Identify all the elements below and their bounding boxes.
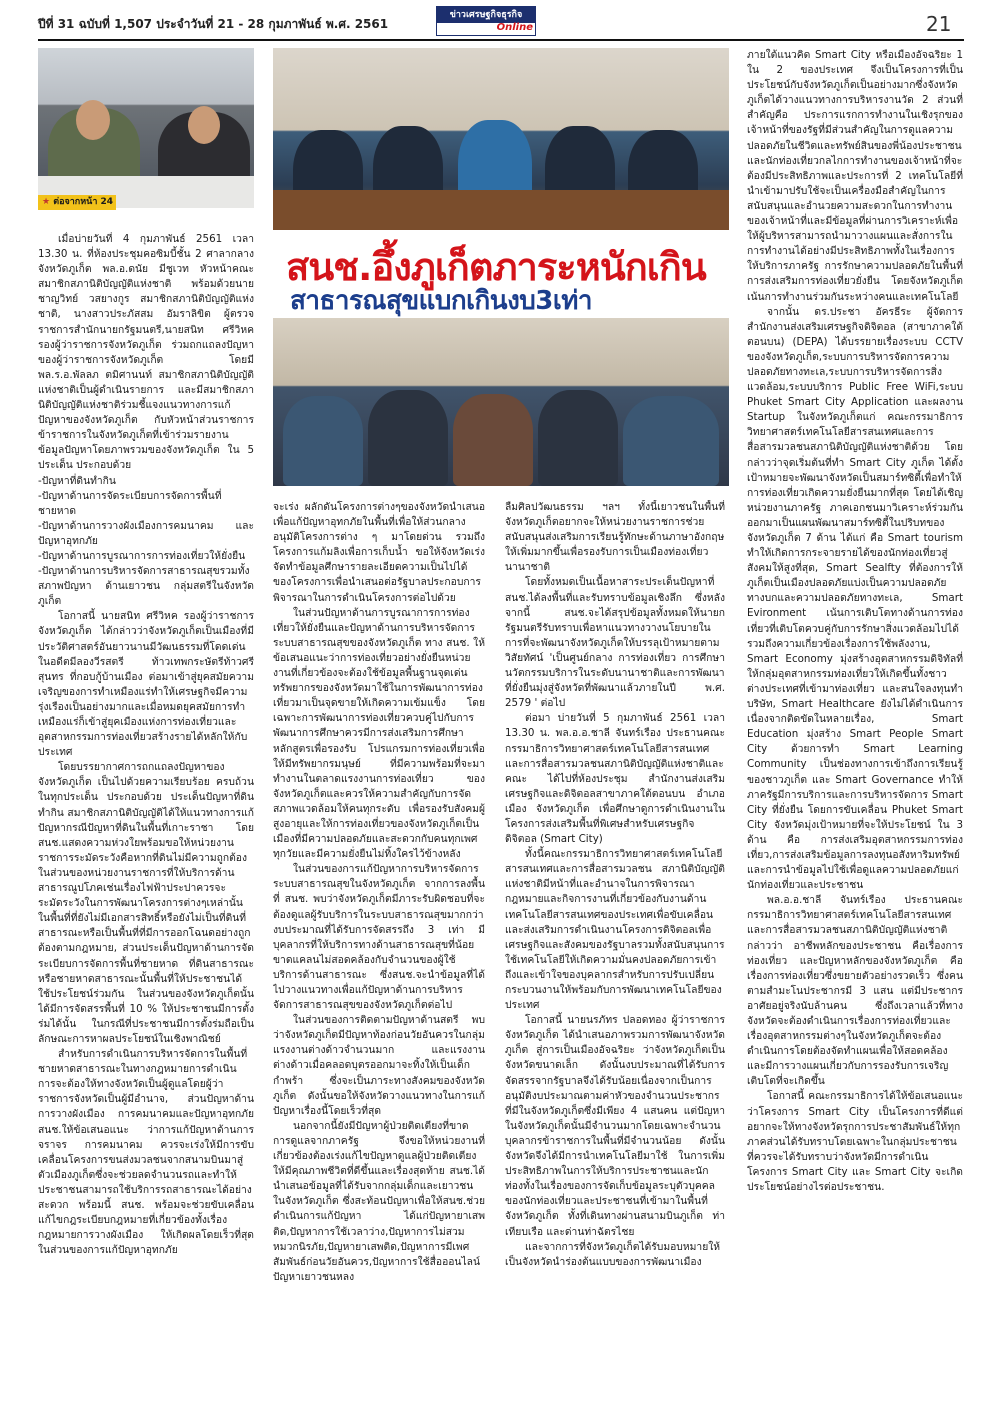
photo-officials-seated [38,48,254,208]
article-column-1 [38,232,254,1410]
paragraph: ทั้งนี้คณะกรรมาธิการวิทยาศาสตร์เทคโนโลยีสารสนเทศและการสื่อสารมวลชน สภานิติบัญญัติแห่งชาติมีหน้าที่และอำนาจในการพิจารณากฎหมายและกิจการงานที่เกี่ยวข้องกับงานด้านเทคโนโลยีสารสนเทศของประเทศเพื่อขับเคลื่อนและส่งเสริมการดำเนินงานโครงการดิจิตอลเพื่อเศรษฐกิจและสังคมของรัฐบาลรวมทั้งสนับสนุนการใช้เทคโนโลยีให้เกิดความมั่นคงปลอดภัยการเข้าถึงและเข้าใจของบุคลากรสำหรับการปรับเปลี่ยนกระบวนงานให้พร้อมกับการพัฒนาเทคโนโลยีของประเทศ [505,848,725,1012]
paragraph: ต่อมา บ่ายวันที่ 5 กุมภาพันธ์ 2561 เวลา 13.30 น. พล.อ.อ.ชาลี จันทร์เรือง ประธานคณะกรรมาธิการวิทยาศาสตร์เทคโนโลยีสารสนเทศและการสื่อสารมวลชนสภานิติบัญญัติแห่งชาติและคณะ ได้ไปที่ห้องประชุม สำนักงานส่งเสริมเศรษฐกิจและดิจิตอลสาขาภาคใต้ตอนบน อำเภอเมือง จังหวัดภูเก็ต เพื่อศึกษาดูการดำเนินงานในโครงการส่งเสริมพื้นที่พิเศษสำหรับเศรษฐกิจดิจิตอล (Smart City) [505,712,725,846]
photo-panel-table [273,48,729,230]
article-column-3 [505,500,725,1410]
paragraph: โอกาสนี้ คณะกรรมาธิการได้ให้ข้อเสนอแนะว่าโครงการ Smart City เป็นโครงการที่ดีแต่อยากจะให้ทางจังหวัดรุกการประชาสัมพันธ์ให้ทุกภาคส่วนได้รับทราบโดยเฉพาะในกลุ่มประชาชนที่ควรจะได้รับทราบว่าจังหวัดมีการดำเนินโครงการ Smart City และ Smart City จะเกิดประโยชน์อย่างไรต่อประชาชน. [747,1090,963,1194]
paragraph: นอกจากนี้ยังมีปัญหาผู้ป่วยติดเตียงที่ขาดการดูแลจากภาครัฐ จึงขอให้หน่วยงานที่เกี่ยวข้องต้องเร่งแก้ไขปัญหาดูแลผู้ป่วยติดเตียงให้มีคุณภาพชีวิตที่ดีขึ้นและเรื่องสุดท้าย สนช.ได้นำเสนอข้อมูลที่ได้รับจากกลุ่มเด็กและเยาวชน ในจังหวัดภูเก็ต ซึ่งสะท้อนปัญหาเพื่อให้สนช.ช่วยดำเนินการแก้ปัญหา ได้แก่ปัญหายาเสพติด,ปัญหาการใช้เวลาว่าง,ปัญหาการไม่สวมหมวกนิรภัย,ปัญหายาเสพติด,ปัญหาการมีเพศสัมพันธ์ก่อนวัยอันควร,ปัญหาการใช้สื่อออนไลน์ ปัญหาเยาวชนหลง [273,1119,485,1283]
paragraph: ลืมศิลปวัฒนธรรม ฯลฯ ทั้งนี้เยาวชนในพื้นที่จังหวัดภูเก็ตอยากจะให้หน่วยงานราชการช่วยสนับสนุนส่งเสริมการเรียนรู้ทักษะด้านภาษาอังกฤษให้เพิ่มมากขึ้นเพื่อรองรับการเป็นเมืองท่องเที่ยวนานาชาติ [505,501,725,574]
paragraph: โอกาสนี้ นายนรภัทร ปลอดทอง ผู้ว่าราชการจังหวัดภูเก็ต ได้นำเสนอภาพรวมการพัฒนาจังหวัดภูเก็ต สู่การเป็นเมืองอัจฉริยะ ว่าจังหวัดภูเก็ตเป็นจังหวัดขนาดเล็ก ดังนั้นงบประมาณที่ได้รับการจัดสรรจากรัฐบาลจึงได้รับน้อยเนื่องจากเป็นการอนุมัติงบประมาณตามค่าหัวของจำนวนประชากรที่มีในจังหวัดภูเก็ตซึ่งมีเพียง 4 แสนคน แต่ปัญหาในจังหวัดภูเก็ตนั้นมีจำนวนมากโดยเฉพาะจำนวนบุคลากรข้าราชการในพื้นที่มีจำนวนน้อย ดังนั้นจังหวัดจึงได้มีการนำเทคโนโลยีมาใช้ ในการเพิ่มประสิทธิภาพในการให้บริการประชาชนและนักท่องทั้งในเรื่องของการจัดเก็บข้อมูลระบุตัวบุคคลของนักท่องเที่ยวและประชาชนที่เข้ามาในพื้นที่จังหวัดภูเก็ต ทั้งที่เดินทางผ่านสนามบินภูเก็ต ท่าเทียบเรือ และด่านท่าฉัตรไชย [505,1014,725,1238]
paragraph: โดยบรรยากาศการถกแถลงปัญหาของจังหวัดภูเก็ต เป็นไปด้วยความเรียบร้อย ครบถ้วนในทุกประเด็น ประกอบด้วย ประเด็นปัญหาที่ดินทำกิน สมาชิกสภานิติบัญญัติได้ให้แนวทางการแก้ปัญหากรณีปัญหาที่ดินในพื้นที่เกาะราชา โดย สนช.แสดงความห่วงใยพร้อมขอให้หน่วยงานราชการระมัดระวังคือหากที่ดินไม่มีความถูกต้องในส่วนของหน่วยงานราชการที่ให้บริการด้านสาธารณูปโภคเช่นเรื่องไฟฟ้าประปาควรจะระมัดระวังในการพัฒนาโครงการต่างๆเหล่านั้นในพื้นที่ที่ยังไม่มีเอกสารสิทธิ์หรือยังไม่เป็นที่ดินที่สาธารณะหรือเป็นพื้นที่ที่มีการออกโฉนดอย่างถูกต้องตามกฎหมาย, ส่วนประเด็นปัญหาด้านการจัดระเบียบการจัดการพื้นที่ชายหาด ที่ดินสาธารณะหรือชายหาดสาธารณะนั้นพื้นที่ให้ประชาชนได้ใช้ประโยชน์ร่วมกัน ในส่วนของจังหวัดภูเก็ตนั้นได้มีการจัดสรรพื้นที่ 10 % ให้ประชาชนมีการตั้งร่มได้นั้น ในกรณีที่ประชาชนมีการตั้งร่มถือเป็นลักษณะการหาผลประโยชน์ในเชิงพาณิชย์ [38,761,254,1045]
continue-badge [38,195,116,210]
list-item: -ปัญหาด้านการบริหารจัดการสาธารณสุขรวมทั้งสภาพปัญหา ด้านเยาวชน กลุ่มสตรีในจังหวัดภูเก็ต [38,565,254,608]
paragraph: โอกาสนี้ นายสนิท ศรีวิหค รองผู้ว่าราชการจังหวัดภูเก็ต ได้กล่าวว่าจังหวัดภูเก็ตเป็นเมืองที่มีประวัติศาสตร์อันยาวนานมีวัฒนธรรมที่โดดเด่นในอดีตมีลองวีรสตรี ท้าวเทพกระษัตรีท้าวศรีสุนทร ที่กอบกู้บ้านเมือง ต่อมาเข้าสู่ยุคสมัยความเจริญของการทำเหมืองแร่ทำให้เศรษฐกิจมีความรุ่งเรืองเป็นอย่างมากและเมื่อหมดยุคสมัยการทำเหมืองแร่ก็เข้าสู่ยุคเมืองแห่งการท่องเที่ยวและอุตสาหกรรมการท่องเที่ยวสร้างรายได้หลักให้กับประเทศ [38,610,254,759]
star-icon: ★ [42,197,51,207]
page-header [0,0,996,42]
headline-line-1: สนช.อึ้งภูเก็ตภาระหนักเกิน [286,245,706,289]
paragraph: ในส่วนของการแก้ปัญหาการบริหารจัดการระบบสาธารณสุขในจังหวัดภูเก็ต จากการลงพื้นที่ สนช. พบว่าจังหวัดภูเก็ตมีภาระรับผิดชอบที่จะต้องดูแลผู้รับบริการในระบบสาธารณสุขมากกว่างบประมาณที่ได้รับการจัดสรรถึง 3 เท่า มีบุคลากรที่ให้บริการทางด้านสาธารณสุขที่น้อยขาดแคลนไม่สอดคล้องกับจำนวนของผู้ใช้บริการด้านสาธารณะ ซึ่งสนช.จะนำข้อมูลที่ได้ ไปวางแนวทางเพื่อแก้ปัญหาด้านการบริหารจัดการสาธารณสุขของจังหวัดภูเก็ตต่อไป [273,863,485,1012]
header-divider [38,39,964,41]
paragraph: สำหรับการดำเนินการบริหารจัดการในพื้นที่ชายหาดสาธารณะในทางกฎหมายการดำเนินการจะต้องให้ทางจังหวัดเป็นผู้ดูแลโดยผู้ว่าราชการจังหวัดเป็นผู้มีอำนาจ, ส่วนปัญหาด้านการวางผังเมือง การคมนาคมและปัญหาอุทกภัย สนช.ให้ข้อเสนอแนะ ว่าการแก้ปัญหาด้านการจราจร การคมนาคม ควรจะเร่งให้มีการขับเคลื่อนโครงการขนส่งมวลชนจากสนามบินมาสู่ตัวเมืองภูเก็ตซึ่งจะช่วยลดจำนวนรถและทำให้ประชาชนสามารถใช้บริการรถสาธารณะได้อย่างสะดวก พร้อมนี้ สนช. พร้อมจะช่วยขับเคลื่อนแก้ไขกฎระเบียบกฎหมายที่เกี่ยวข้องทั้งเรื่องกฎหมายการวางผังเมือง ให้เกิดผลโดยเร็วที่สุด ในส่วนของการแก้ปัญหาอุทกภัย [38,1048,254,1257]
headline-line-2: สาธารณสุขแบกเกินงบ3เท่า [290,286,592,316]
photo-audience [273,318,729,486]
article-column-4 [747,48,963,1410]
paragraph: โดยทั้งหมดเป็นเนื้อหาสาระประเด็นปัญหาที่ สนช.ได้ลงพื้นที่และรับทราบข้อมูลเชิงลึก ซึ่งหลังจากนี้ สนช.จะได้สรุปข้อมูลทั้งหมดให้นายกรัฐมนตรีรับทราบเพื่อหาแนวทางวางนโยบายในการที่จะพัฒนาจังหวัดภูเก็ตให้บรรลุเป้าหมายตามวิสัยทัศน์ 'เป็นศูนย์กลาง การท่องเที่ยว การศึกษานวัตกรรมบริการในระดับนานาชาติและการพัฒนาที่ยั่งยืนมุ่งสู่จังหวัดที่พัฒนาแล้วภายในปี พ.ศ. 2579 ' ต่อไป [505,576,725,710]
paragraph: และจากการที่จังหวัดภูเก็ตได้รับมอบหมายให้เป็นจังหวัดนำร่องต้นแบบของการพัฒนาเมือง [505,1240,721,1268]
article-column-2 [273,500,485,1410]
paragraph: จากนั้น ดร.ประชา อัครธีระ ผู้จัดการสำนักงานส่งเสริมเศรษฐกิจดิจิตอล (สาขาภาคใต้ตอนบน) (DEPA) ได้บรรยายเรื่องระบบ CCTV ของจังหวัดภูเก็ต,ระบบการบริหารจัดการความปลอดภัยทางทะเล,ระบบการบริหารจัดการสิ่งแวดล้อม,ระบบบริการ Public Free WiFi,ระบบ Phuket Smart City Application และผลงาน Startup ในจังหวัดภูเก็ตแก่ คณะกรรมาธิการวิทยาศาสตร์เทคโนโลยีสารสนเทศและการสื่อสารมวลชนสภานิติบัญญัติแห่งชาติด้วย โดยกล่าวว่าจุดเริ่มต้นที่ทำ Smart City ภูเก็ต ได้ตั้งเป้าหมายจะพัฒนาจังหวัดเป็นสมาร์ทซิตี้เพื่อทำให้การท่องเที่ยวเกิดความยั่งยืนมากที่สุด โดยได้เชิญหน่วยงานภาครัฐ ภาคเอกชนมาวิเคราะห์ร่วมกัน ออกมาเป็นแผนพัฒนาสมาร์ทซิตี้ในปริบทของจังหวัดภูเก็ต 7 ด้าน ได้แก่ คือ Smart tourism ทำให้เกิดการกระจายรายได้ของนักท่องเที่ยวสู่สังคมให้สูงที่สุด, Smart Sealfty ที่ต้องการให้ภูเก็ตเป็นเมืองปลอดภัยแบ่งเป็นความปลอดภัยทางบกและความปลอดภัยทางทะเล, Smart Evironment เน้นการเติบโตทางด้านการท่องเที่ยวที่เติบโตควบคู่กับการรักษาสิ่งแวดล้อมไปได้รวมถึงความเกี่ยวข้องเรื่องการใช้พลังงาน, Smart Economy มุ่งสร้างอุตสาหกรรมดิจิทัลที่ให้กลุ่มอุตสาหกรรมท่องเที่ยวให้เกิดขึ้นทั้งชาวต่างประเทศที่เข้ามาท่องเที่ยว และสนใจลงทุนทำบริษัท, Smart Healthcare ยังไม่ได้ดำเนินการเนื่องจากติดขัดในหลายเรื่อง, Smart Education มุ่งสร้าง Smart People Smart City ด้วยการทำ Smart Learning Community เป็นช่องทางการเข้าถึงการเรียนรู้ของชาวภูเก็ต และ Smart Governance ทำให้ภาครัฐมีการบริการและการบริหารจัดการ Smart City ที่ยั่งยืน โดยการขับเคลื่อน Phuket Smart City จังหวัดมุ่งเป้าหมายที่จะให้ประโยชน์ ใน 3 ด้าน คือ การส่งเสริมอุตสาหกรรมการท่องเที่ยว,การส่งเสริมข้อมูลการลงทุนอสังหาริมทรัพย์และการนำข้อมูลไปใช้เพื่อดูแลความปลอดภัยแก่นักท่องเที่ยวและประชาชน [747,305,963,892]
paragraph: จะเร่ง ผลักดันโครงการต่างๆของจังหวัดนำเสนอเพื่อแก้ปัญหาอุทกภัยในพื้นที่เพื่อให้ส่วนกลางอนุมัติโครงการต่าง ๆ มาโดยด่วน รวมถึงโครงการแก้มลิงเพื่อการเก็บน้ำ ขอให้จังหวัดเร่งจัดทำข้อมูลศึกษารายละเอียดความเป็นไปได้ของโครงการเพื่อนำเสนอต่อรัฐบาลประกอบการพิจารณาในการดำเนินโครงการต่อไปด้วย [273,501,485,604]
paragraph: ในส่วนปัญหาด้านการบูรณาการการท่องเที่ยวให้ยั่งยืนและปัญหาด้านการบริหารจัดการระบบสาธารณสุขของจังหวัดภูเก็ต ทาง สนช. ให้ข้อเสนอแนะว่าการท่องเที่ยวอย่างยั่งยืนหน่วยงานที่เกี่ยวข้องจะต้องใช้ข้อมูลพื้นฐานจุดเด่นทรัพยากรของจังหวัดมาใช้ในการพัฒนาการท่องเที่ยวมาเป็นจุดขายให้เกิดความเข้มแข็ง โดยเฉพาะการพัฒนาการท่องเที่ยวควบคู่ไปกับการพัฒนาการศึกษาควรมีการส่งเสริมการศึกษาหลักสูตรเพื่อรองรับ โปรแกรมการท่องเที่ยวเพื่อให้มีทรัพยากรมนุษย์ ที่มีความพร้อมที่จะมาทำงานในตลาดแรงงานการท่องเที่ยว ของจังหวัดภูเก็ตและควรให้ความสำคัญกับการจัดสภาพแวดล้อมให้คนทุกระดับ เพื่อรองรับสังคมผู้สูงอายุและให้การท่องเที่ยวของจังหวัดภูเก็ตเป็นเมืองที่มีความปลอดภัยและสะดวกกับคนทุกเพศทุกวัยและมีความยั่งยืนไม่ทิ้งใครไว้ข้างหลัง [273,606,485,861]
paragraph: เมื่อบ่ายวันที่ 4 กุมภาพันธ์ 2561 เวลา 13.30 น. ที่ห้องประชุมคอซิมบี้ชั้น 2 ศาลากลางจังหวัดภูเก็ต พล.อ.ดนัย มีชูเวท หัวหน้าคณะสมาชิกสภานิติบัญญัติแห่งชาติ พร้อมด้วยนายชาญวิทย์ วสยางกูร สมาชิกสภานิติบัญญัติแห่งชาติ, นางสาวประภัสสม อัมราลิขิต ผู้ตรวจราชการสำนักนายกรัฐมนตรี,นายสนิท ศรีวิหค รองผู้ว่าราชการจังหวัดภูเก็ต ร่วมถกแถลงปัญหาของผู้ว่าราชการจังหวัดภูเก็ต โดยมี พล.ร.อ.พัลลภ ตมิศานนท์ สมาชิกสภานิติบัญญัติแห่งชาติเป็นผู้ดำเนินรายการ และมีสมาชิกสภานิติบัญญัติแห่งชาติร่วมชี้แจงแนวทางการแก้ปัญหาของจังหวัดภูเก็ต กับหัวหน้าส่วนราชการ ข้าราชการในจังหวัดภูเก็ตที่เข้าร่วมรายงานข้อมูลปัญหาโดยภาพรวมของจังหวัดภูเก็ต ใน 5 ประเด็น ประกอบด้วย [38,233,254,472]
list-item: -ปัญหาที่ดินทำกิน [38,474,116,487]
issue-line: ปีที่ 31 ฉบับที่ 1,507 ประจำวันที่ 21 - 28 กุมภาพันธ์ พ.ศ. 2561 [38,17,389,31]
continue-label: ต่อจากหน้า 24 [53,197,114,207]
paragraph: ภายใต้แนวคิด Smart City หรือเมืองอัจฉริยะ 1 ใน 2 ของประเทศ จึงเป็นโครงการที่เป็นประโยชน์กับจังหวัดภูเก็ตเป็นอย่างมากซึ่งจังหวัดภูเก็ตได้วางแนวทางการบริหารงานวัด 2 ส่วนที่สำคัญคือ ประการแรกการทำงานในเชิงรุกของเจ้าหน้าที่ของรัฐที่มีส่วนสำคัญในการดูแลความปลอดภัยในชีวิตและทรัพย์สินของพี่น้องประชาชนและนักท่องเที่ยวกลไกการทำงานของเจ้าหน้าที่จะต้องมีประสิทธิภาพและประการที่ 2 เทคโนโลยีที่นำเข้ามาปรับใช้จะเป็นเครื่องมือสำคัญในการสนับสนุนและอำนวยความสะดวกในการทำงานของเจ้าหน้าที่และมีข้อมูลที่ผ่านการวิเคราะห์เพื่อให้ผู้บริหารสามารถนำมาวางแผนและสั่งการในการทำงานได้อย่างมีประสิทธิภาพทั้งในเรื่องการให้บริการภาครัฐ การรักษาความปลอดภัยในพื้นที่การส่งเสริมการท่องเที่ยวยั่งยืน โดยจังหวัดภูเก็ตเน้นการทำงานร่วมกันระหว่างคนและเทคโนโลยี [747,49,963,303]
logo-online-text: Online [496,22,533,33]
masthead-logo [436,6,536,36]
paragraph: ในส่วนของการติดตามปัญหาด้านสตรี พบว่าจังหวัดภูเก็ตมีปัญหาท้องก่อนวัยอันควรในกลุ่มแรงงานต่างด้าวจำนวนมาก และแรงงานต่างด้าวเมื่อคลอดบุตรออกมาจะทิ้งให้เป็นเด็กกำพร้า ซึ่งจะเป็นภาระทางสังคมของจังหวัดภูเก็ต ดังนั้นขอให้จังหวัดวางแนวทางในการแก้ปัญหาเรื่องนี้โดยเร็วที่สุด [273,1014,485,1117]
list-item: -ปัญหาด้านการวางผังเมืองการคมนาคม และปัญหาอุทกภัย [38,519,254,547]
page-number: 21 [926,12,952,36]
list-item: -ปัญหาด้านการจัดระเบียบการจัดการพื้นที่ชายหาด [38,489,222,517]
list-item: -ปัญหาด้านการบูรณาการการท่องเที่ยวให้ยั่งยืน [38,549,246,562]
paragraph: พล.อ.อ.ชาลี จันทร์เรือง ประธานคณะกรรมาธิการวิทยาศาสตร์เทคโนโลยีสารสนเทศและการสื่อสารมวลชนสภานิติบัญญัติแห่งชาติกล่าวว่า อาชีพหลักของประชาชน คือเรื่องการท่องเที่ยว และปัญหาหลักของจังหวัดภูเก็ต คือเรื่องการท่องเที่ยวซึ่งขยายตัวอย่างรวดเร็ว ซึ่งคนตามสำมะโนประชากรมี 3 แสน แต่มีประชากรอาศัยอยู่จริงนับล้านคน ซึ่งถึงเวลาแล้วที่ทางจังหวัดจะต้องดำเนินการเรื่องการท่องเที่ยวและเรื่องอุตสาหกรรมต่างๆในจังหวัดภูเก็ตจะต้องดำเนินการโดยต้องจัดทำแผนเพื่อให้สอดคล้องและมีการวางแผนเกี่ยวกับการรองรับการเจริญเติบโตที่จะเกิดขึ้น [747,894,963,1088]
logo-main-text: ข่าวเศรษฐกิจธุรกิจ [437,7,535,23]
